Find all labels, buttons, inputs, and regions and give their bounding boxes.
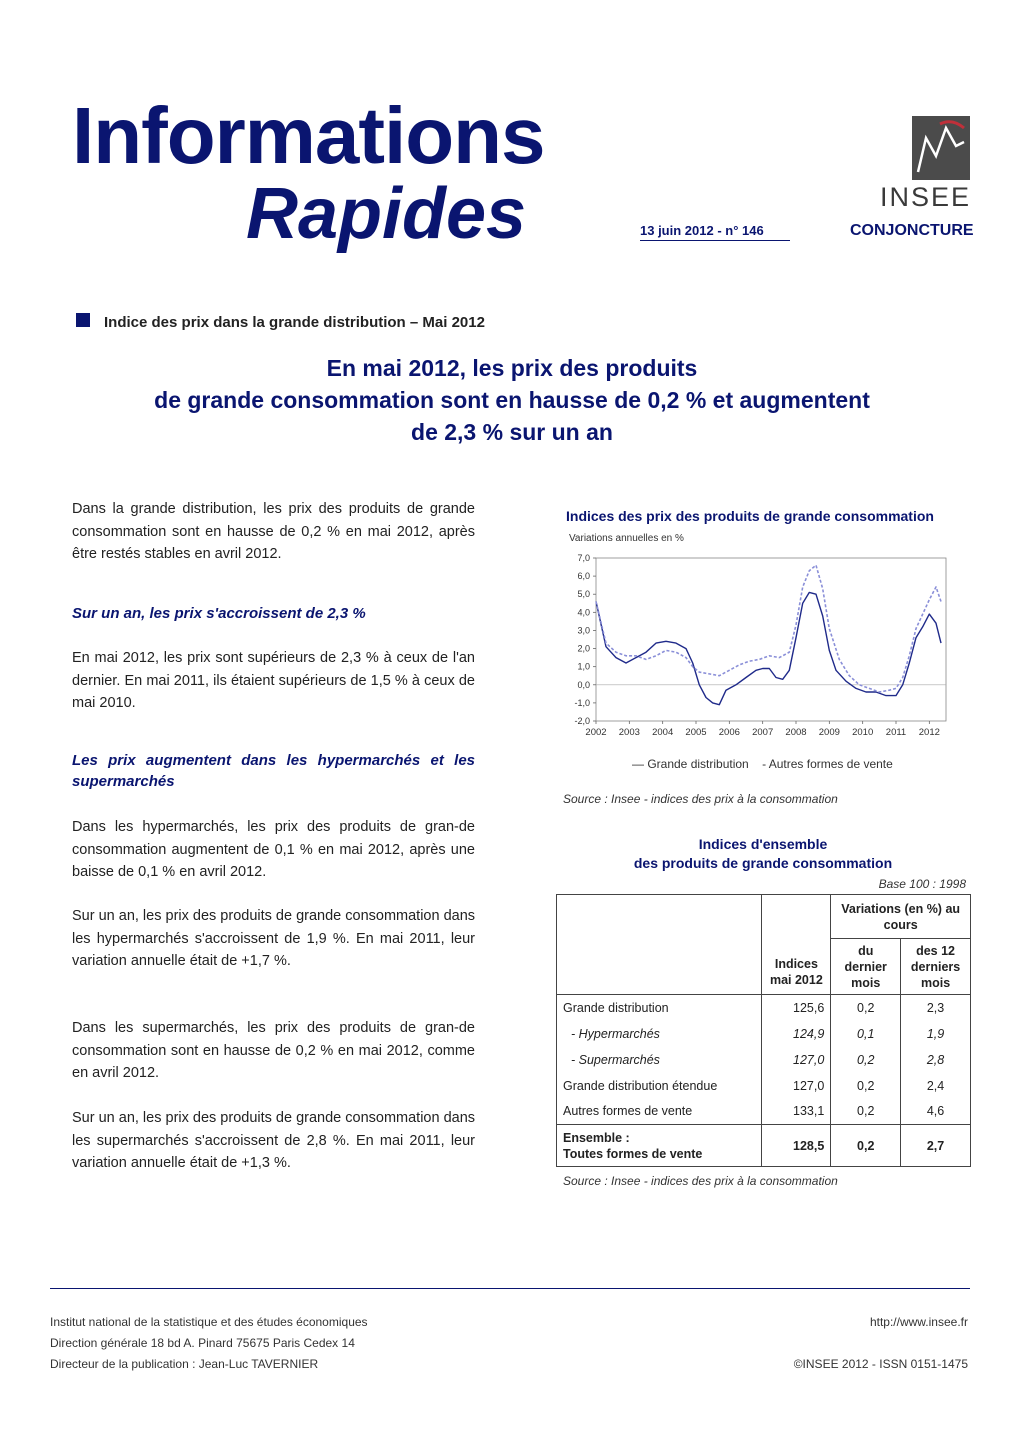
cell-label: - Hypermarchés: [571, 1026, 660, 1041]
header-indices: Indices mai 2012: [762, 895, 831, 995]
x-tick-label: 2006: [718, 727, 740, 738]
footer-right: [700, 1312, 968, 1375]
series-line-grande-distribution: [596, 592, 941, 704]
cell-year: 2,3: [901, 995, 971, 1021]
footer-address: Direction générale 18 bd A. Pinard 75675 Paris Cedex 14: [50, 1336, 355, 1350]
masthead-title: Informations: [72, 91, 545, 180]
cell-index: 127,0: [762, 1047, 831, 1073]
x-tick-label: 2004: [652, 727, 674, 738]
total-label-2: Toutes formes de vente: [563, 1146, 703, 1161]
price-index-chart: [556, 548, 956, 746]
cell-year: 1,9: [901, 1021, 971, 1047]
cell-year: 4,6: [901, 1099, 971, 1125]
masthead-subtitle: Rapides: [246, 174, 527, 254]
y-tick-label: 4,0: [577, 607, 590, 618]
table-title-line-2: des produits de grande consommation: [633, 855, 893, 871]
table-body: [557, 995, 971, 1125]
cell-label: Grande distribution étendue: [563, 1078, 718, 1093]
chart-unit-label: Variations annuelles en %: [569, 533, 684, 544]
headline-line-3: de 2,3 % sur un an: [411, 419, 613, 445]
x-tick-label: 2009: [818, 727, 840, 738]
chart-legend: [632, 757, 893, 771]
header-year: des 12 derniers mois: [901, 939, 971, 995]
x-tick-label: 2012: [918, 727, 940, 738]
header-month: du dernier mois: [831, 939, 901, 995]
y-tick-label: 6,0: [577, 571, 590, 582]
index-table: [556, 894, 971, 1167]
table-row: [557, 1021, 971, 1047]
footer-director: Directeur de la publication : Jean-Luc TAVERNIER: [50, 1357, 319, 1371]
footer-left: [50, 1312, 368, 1375]
insee-logo-icon: [912, 116, 970, 180]
paragraph-annual: En mai 2012, les prix sont supérieurs de 2,3 % à ceux de l'an dernier. En mai 2011, ils étaient supérieurs de 1,5 % à ceux de mai 2010.: [72, 650, 475, 711]
series-line-autres-formes: [596, 565, 941, 692]
section-bullet-icon: [76, 313, 90, 327]
paragraph-hyper-month: Dans les hypermarchés, les prix des produits de gran-de consommation augmentent de 0,1 % en mai 2012, après une baisse de 0,1 % en avril 2012.: [72, 819, 475, 880]
x-tick-label: 2008: [785, 727, 807, 738]
plot-frame: [596, 558, 946, 721]
cell-label: Autres formes de vente: [563, 1104, 693, 1119]
y-tick-label: 3,0: [577, 625, 590, 636]
y-tick-label: -2,0: [574, 716, 590, 726]
x-tick-label: 2007: [752, 727, 774, 738]
table-row: [557, 1099, 971, 1125]
subheading-stores: Les prix augmentent dans les hypermarchés et les supermarchés: [72, 752, 475, 790]
paragraph-hyper-year: Sur un an, les prix des produits de grande consommation dans les hypermarchés s'accroissent de 1,9 %. En mai 2011, leur variation annuelle était de +1,7 %.: [72, 908, 476, 969]
table-total-row: [557, 1125, 971, 1167]
x-tick-label: 2010: [852, 727, 874, 738]
legend-autres-formes: - Autres formes de vente: [762, 757, 893, 771]
y-tick-label: -1,0: [574, 697, 590, 708]
y-tick-label: 5,0: [577, 589, 590, 600]
cell-month: 0,2: [831, 1099, 901, 1125]
cell-month: 0,2: [831, 1073, 901, 1099]
table-base: Base 100 : 1998: [878, 877, 966, 891]
issue-date: 13 juin 2012 - n° 146: [640, 223, 790, 241]
total-month: 0,2: [831, 1125, 901, 1167]
cell-year: 2,4: [901, 1073, 971, 1099]
cell-month: 0,2: [831, 1047, 901, 1073]
chart-source: Source : Insee - indices des prix à la consommation: [563, 792, 838, 806]
y-tick-label: 2,0: [577, 643, 590, 654]
chart-title: Indices des prix des produits de grande consommation: [566, 508, 934, 524]
table-source: Source : Insee - indices des prix à la consommation: [563, 1174, 838, 1188]
table-row: [557, 1073, 971, 1099]
insee-wordmark: INSEE: [880, 182, 972, 212]
footer-divider: [50, 1288, 970, 1289]
footer-url[interactable]: http://www.insee.fr: [869, 1315, 968, 1329]
cell-index: 124,9: [762, 1021, 831, 1047]
conjoncture-tag: CONJONCTURE: [850, 222, 974, 239]
x-tick-label: 2003: [618, 727, 640, 738]
total-label-1: Ensemble :: [563, 1130, 630, 1145]
legend-grande-distribution: — Grande distribution: [632, 757, 749, 771]
cell-index: 133,1: [762, 1099, 831, 1125]
cell-month: 0,2: [831, 995, 901, 1021]
x-tick-label: 2002: [585, 727, 607, 738]
section-label: Indice des prix dans la grande distribution – Mai 2012: [104, 314, 485, 331]
cell-year: 2,8: [901, 1047, 971, 1073]
headline-line-1: En mai 2012, les prix des produits: [326, 355, 698, 381]
cell-label: - Supermarchés: [571, 1052, 660, 1067]
footer-copyright: ©INSEE 2012 - ISSN 0151-1475: [793, 1357, 968, 1371]
paragraph-super-year: Sur un an, les prix des produits de grande consommation dans les supermarchés s'accroissent de 2,8 %. En mai 2011, leur variation annuelle était de +1,3 %.: [72, 1110, 476, 1171]
x-tick-label: 2011: [885, 727, 907, 738]
table-row: [557, 1047, 971, 1073]
y-tick-label: 0,0: [577, 679, 590, 690]
headline-line-2: de grande consommation sont en hausse de 0,2 % et augmentent: [154, 387, 870, 413]
cell-index: 127,0: [762, 1073, 831, 1099]
total-index: 128,5: [762, 1125, 831, 1167]
cell-index: 125,6: [762, 995, 831, 1021]
y-tick-label: 7,0: [577, 553, 590, 563]
cell-month: 0,1: [831, 1021, 901, 1047]
table-title: [556, 835, 970, 873]
subheading-annual: Sur un an, les prix s'accroissent de 2,3 %: [72, 605, 366, 622]
paragraph-super-month: Dans les supermarchés, les prix des produits de gran-de consommation sont en hausse de 0,2 % en mai 2012, comme en avril 2012.: [72, 1020, 475, 1081]
footer-institute: Institut national de la statistique et des études économiques: [50, 1315, 368, 1329]
table-row: [557, 995, 971, 1021]
header-variations: Variations (en %) au cours: [831, 895, 971, 939]
table-title-line-1: Indices d'ensemble: [698, 836, 828, 852]
y-tick-label: 1,0: [577, 661, 590, 672]
intro-paragraph: Dans la grande distribution, les prix des produits de grande consommation sont en hausse de 0,2 % en mai 2012, après être restés stables en avril 2012.: [72, 501, 475, 562]
total-year: 2,7: [901, 1125, 971, 1167]
x-tick-label: 2005: [685, 727, 707, 738]
cell-label: Grande distribution: [563, 1000, 669, 1015]
headline: [60, 352, 964, 448]
